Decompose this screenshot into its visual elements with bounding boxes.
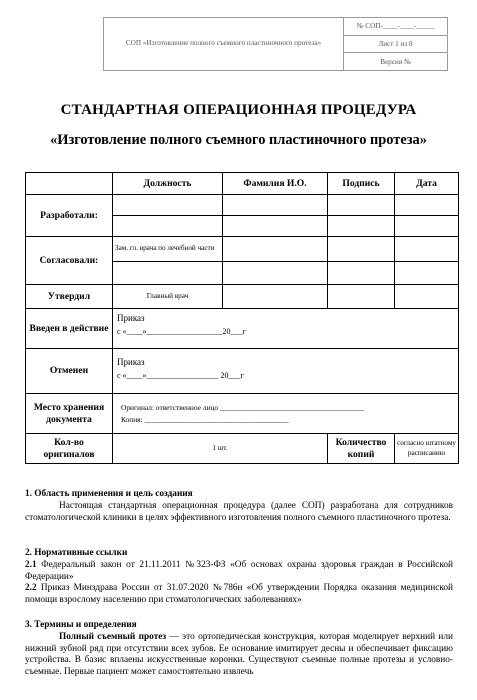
cell [395,195,459,216]
cell [395,262,459,285]
term-definition: — это ортопедическая конструкция, которая моделирует верхний или нижний зубной ряд при отсутствии всех зубов. Ее основание имитирует десны и обеспечивает фиксацию устройства. В базис вплаены искусственные коронки. Существуют съемные полные протезы и условно-съемные. Первые пациент может самостоятельно извлечь [25,631,453,678]
cancelled-date: с «____»__________________ 20___г [117,370,244,380]
approved-position: Главный врач [113,285,223,309]
cell [223,262,328,285]
copies-label: Количество копий [328,434,395,464]
section-2-item-1 [25,560,453,584]
document-title: СТАНДАРТНАЯ ОПЕРАЦИОННАЯ ПРОЦЕДУРА [60,102,417,118]
approval-table [25,172,459,464]
section-1-text: Настоящая стандартная операционная процедура (далее СОП) разработана для сотрудников стоматологической клиники в целях эффективного изготовления полного съемного пластиночного протеза. [25,500,453,523]
section-2-item-2 [25,583,453,607]
section-2-title: 2. Нормативные ссылки [25,548,128,558]
cancelled-order: Приказ [117,357,145,367]
section-1-title: 1. Область применения и цель создания [25,489,193,499]
storage-cell [113,394,459,434]
introduced-order: Приказ [117,313,145,323]
col-signature: Подпись [328,173,395,195]
row-developed-label: Разработали: [26,195,113,237]
cell [113,262,223,285]
cancelled-order-cell [113,349,459,394]
document-subtitle: «Изготовление полного съемного пластиночного протеза» [50,132,427,148]
introduced-order-cell [113,309,459,349]
row-approved-label: Утвердил [26,285,113,309]
header-sheet: Лист 1 из 8 [344,36,447,54]
storage-copy: Копия: _______________________________________ [121,414,289,424]
storage-original: Оригинал: ответственное лицо _______________________________________ [121,402,365,412]
copies-value: согласно штатному расписанию [395,434,459,464]
term: Полный съемный протез [59,631,167,642]
row-originals-label: Кол-во оригиналов [26,434,113,464]
section-3-title: 3. Термины и определения [25,620,137,630]
cell [328,237,395,262]
item-1-text: Федеральный закон от 21.11.2011 №323-ФЗ «Об основах охраны здоровья граждан в Российской Федерации» [25,559,453,582]
cell [223,216,328,237]
cell [223,237,328,262]
section-2 [25,548,453,607]
item-2-number: 2.2 [25,583,37,594]
section-3-text [25,632,453,679]
header-sop-number: № СОП-____-____-_____ [344,18,447,36]
originals-count: 1 шт. [113,434,328,464]
cell [328,216,395,237]
cell [328,195,395,216]
introduced-date: с «____»___________________20___г [117,326,246,336]
header-version: Версия № [380,57,411,66]
cell [328,285,395,309]
section-3 [25,620,453,679]
header-sop-name: СОП «Изготовление полного съемного пластиночного протеза» [104,18,344,70]
col-position: Должность [113,173,223,195]
item-1-number: 2.1 [25,559,37,570]
row-cancelled-label: Отменен [26,349,113,394]
row-introduced-label: Введен в действие [26,309,113,349]
corner-cell [26,173,113,195]
cell [395,237,459,262]
cell [395,216,459,237]
row-agreed-label: Согласовали: [26,237,113,285]
col-date: Дата [395,173,459,195]
cell [395,285,459,309]
cell [113,216,223,237]
cell [223,285,328,309]
cell [223,195,328,216]
row-storage-label: Место хранения документа [26,394,113,434]
cell [113,195,223,216]
col-name: Фамилия И.О. [223,173,328,195]
section-1 [25,489,453,524]
item-2-text: Приказ Минздрава России от 31.07.2020 №786н «Об утверждении Порядка оказания медицинской помощи взрослому населению при стоматологических заболеваниях» [25,583,453,606]
cell [328,262,395,285]
document-header [103,17,448,71]
agreed-position: Зам. гл. врача по лечебной части [113,237,223,262]
